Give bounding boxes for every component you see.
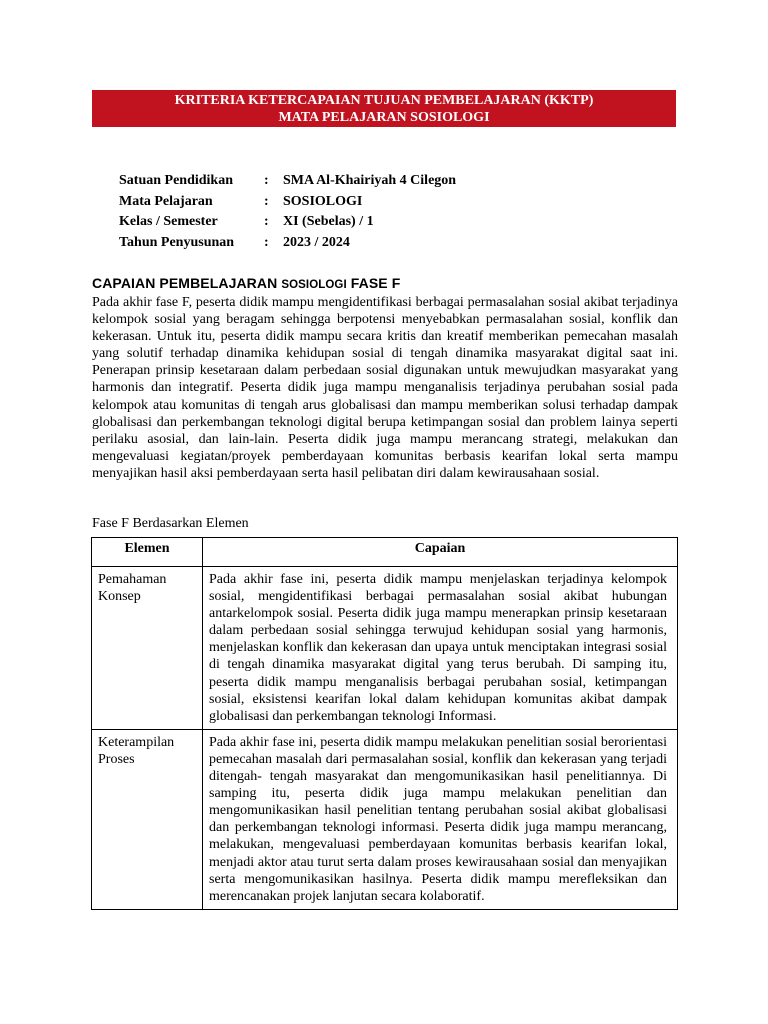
header-elemen: Elemen <box>92 538 203 567</box>
header-capaian: Capaian <box>203 538 678 567</box>
table-row <box>92 729 678 909</box>
elemen-cell: Pemahaman Konsep <box>92 567 203 730</box>
elemen-capaian-table <box>91 537 678 910</box>
meta-label: Mata Pelajaran <box>119 193 213 209</box>
meta-colon: : <box>264 214 269 229</box>
section-title-part-1: CAPAIAN PEMBELAJARAN <box>92 275 278 291</box>
section-title-part-3: FASE F <box>350 275 401 291</box>
title-line-2: MATA PELAJARAN SOSIOLOGI <box>278 110 490 125</box>
meta-label: Tahun Penyusunan <box>119 234 235 250</box>
element-subheading: Fase F Berdasarkan Elemen <box>92 516 249 531</box>
meta-value: XI (Sebelas) / 1 <box>283 214 374 229</box>
meta-colon: : <box>264 193 269 209</box>
capaian-paragraph: Pada akhir fase F, peserta didik mampu mengidentifikasi berbagai permasalahan sosial akibat terjadinya kelompok sosial yang beragam sehingga berpotensi menyebabkan permasalahan sosial, konflik dan kekerasan. Untuk itu, peserta didik mampu secara kritis dan kreatif memberikan pemecahan masalah yang solutif terhadap dinamika kehidupan sosial di tengah dinamika masyarakat digital saat ini. Penerapan prinsip kesetaraan dalam perbedaan sosial digunakan untuk mewujudkan masyarakat yang harmonis dan integratif. Peserta didik juga mampu menganalisis terjadinya perubahan sosial pada kelompok atau komunitas di tengah arus globalisasi dan mampu memberikan solusi terhadap dampak globalisasi dan perkembangan teknologi digital berupa ketimpangan sosial dan problem lainya seperti perilaku asosial, dan lain-lain. Peserta didik juga mampu merancang strategi, melakukan dan mengevaluasi kegiatan/proyek pemberdayaan komunitas berbasis kearifan lokal serta mampu menyajikan hasil aksi pemberdayaan serta hasil pelibatan diri dalam kewirausahaan sosial. <box>92 295 678 481</box>
meta-colon: : <box>264 173 269 188</box>
meta-value: SOSIOLOGI <box>283 193 363 209</box>
identity-block <box>119 171 456 253</box>
title-banner <box>92 90 676 127</box>
elemen-cell: Keterampilan Proses <box>92 729 203 909</box>
meta-row-satuan <box>119 171 456 192</box>
section-title-part-2: SOSIOLOGI <box>281 279 347 291</box>
meta-row-tahun <box>119 233 456 254</box>
section-title <box>92 275 400 291</box>
meta-value: SMA Al-Khairiyah 4 Cilegon <box>283 173 457 188</box>
table-header-row <box>92 538 678 567</box>
meta-value: 2023 / 2024 <box>283 234 350 250</box>
meta-row-kelas <box>119 212 456 233</box>
capaian-cell: Pada akhir fase ini, peserta didik mampu menjelaskan terjadinya kelompok sosial, mengidentifikasi berbagai permasalahan sosial akibat hubungan antarkelompok sosial. Peserta didik juga mampu menerapkan prinsip kesetaraan dalam perbedaan sosial sehingga terwujud kehidupan sosial yang harmonis, menjelaskan konflik dan kekerasan dan upaya untuk menciptakan integrasi sosial di tengah dinamika masyarakat digital yang terus berubah. Di samping itu, peserta didik mampu menganalisis berbagai perubahan sosial, ketimpangan sosial, eksistensi kearifan lokal dalam kehidupan komunitas akibat dampak globalisasi dan perkembangan teknologi Informasi. <box>203 567 678 730</box>
meta-colon: : <box>264 234 269 250</box>
meta-label: Kelas / Semester <box>119 214 218 229</box>
table-row <box>92 567 678 730</box>
meta-label: Satuan Pendidikan <box>119 173 233 188</box>
meta-row-mapel <box>119 192 456 213</box>
title-line-1: KRITERIA KETERCAPAIAN TUJUAN PEMBELAJARAN (KKTP) <box>174 93 594 108</box>
capaian-cell: Pada akhir fase ini, peserta didik mampu melakukan penelitian sosial berorientasi pemecahan masalah dari permasalahan sosial, konflik dan kekerasan yang terjadi ditengah- tengah masyarakat dan mengomunikasikan hasil penelitiannya. Di samping itu, peserta didik juga mampu melakukan penelitian dan mengomunikasikan hasil penelitian tentang perubahan sosial akibat globalisasi dan perkembangan teknologi informasi. Peserta didik juga mampu merancang, melakukan, mengevaluasi pemberdayaan komunitas berbasis kearifan lokal, menjadi aktor atau turut serta dalam proses kewirausahaan sosial dan menyajikan serta mengomunikasikan hasilnya. Peserta didik mampu merefleksikan dan merencanakan projek lanjutan secara kolaboratif. <box>203 729 678 909</box>
